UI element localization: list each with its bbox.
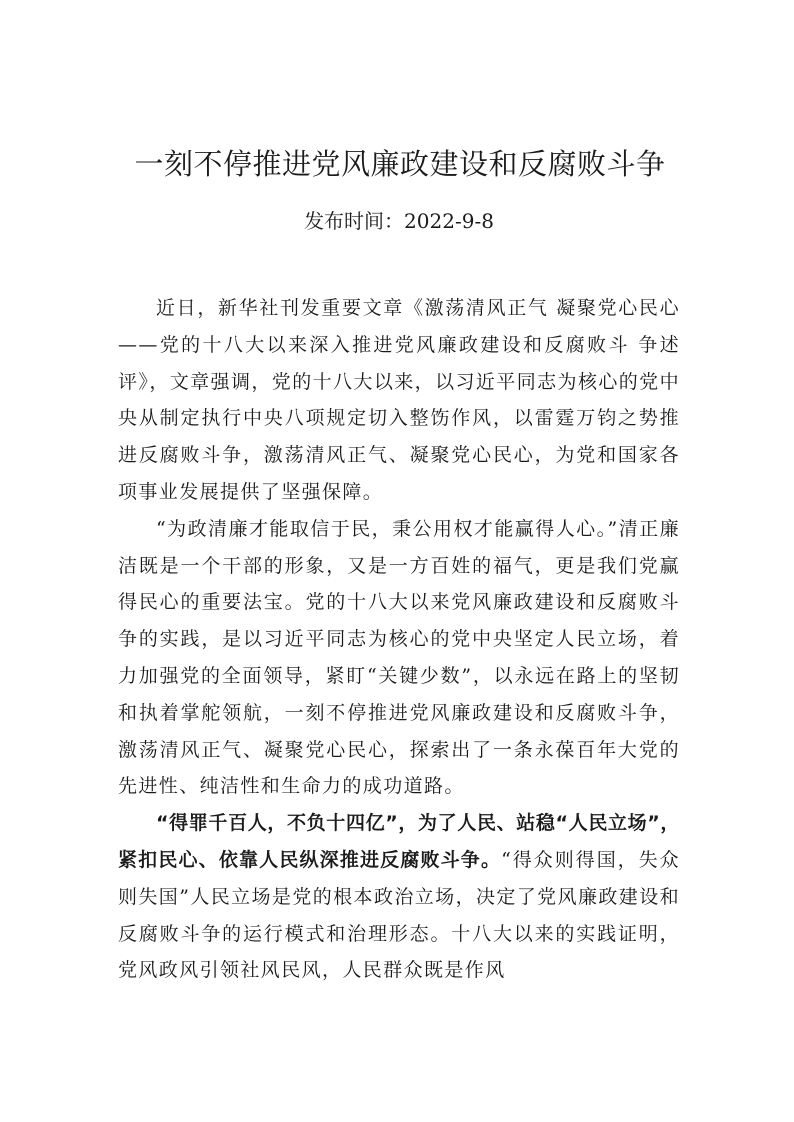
paragraph-1-text: 近日，新华社刊发重要文章《激荡清风正气 凝聚党心民心——党的十八大以来深入推进党风廉政建设和反腐败斗 争述评》，文章强调，党的十八大以来，以习近平同志为核心的党中央从制定执行中央八项规定切入整饬作风，以雷霆万钧之势推进反腐败斗争，激荡清风正气、凝聚党心民心，为党和国家各项事业发展提供了坚强保障。 <box>118 297 680 503</box>
paragraph-2-text: “为政清廉才能取信于民，秉公用权才能赢得人心。”清正廉洁既是一个干部的形象，又是一方百姓的福气，更是我们党赢得民心的重要法宝。党的十八大以来党风廉政建设和反腐败斗争的实践，是以习近平同志为核心的党中央坚定人民立场，着力加强党的全面领导，紧盯“关键少数”，以永远在路上的坚韧和执着掌舵领航，一刻不停推进党风廉政建设和反腐败斗争，激荡清风正气、凝聚党心民心，探索出了一条永葆百年大党的先进性、纯洁性和生命力的成功道路。 <box>118 517 680 798</box>
document-title: 一刻不停推进党风廉政建设和反腐败斗争 <box>134 147 666 181</box>
paragraph-3-bold-lead: “得罪千百人，不负十四亿”，为了人民、站稳“人民立场”，紧扣民心、依靠人民纵深推进反腐败斗争。 <box>118 812 680 871</box>
article-body <box>118 290 680 989</box>
paragraph-1 <box>118 290 680 511</box>
paragraph-2 <box>118 511 680 805</box>
paragraph-3-text: “得众则得国，失众则失国”人民立场是党的根本政治立场，决定了党风廉政建设和反腐败斗争的运行模式和治理形态。十八大以来的实践证明，党风政风引领社风民风，人民群众既是作风 <box>118 848 680 982</box>
paragraph-3 <box>118 805 680 989</box>
publish-date: 发布时间：2022-9-8 <box>304 209 494 233</box>
